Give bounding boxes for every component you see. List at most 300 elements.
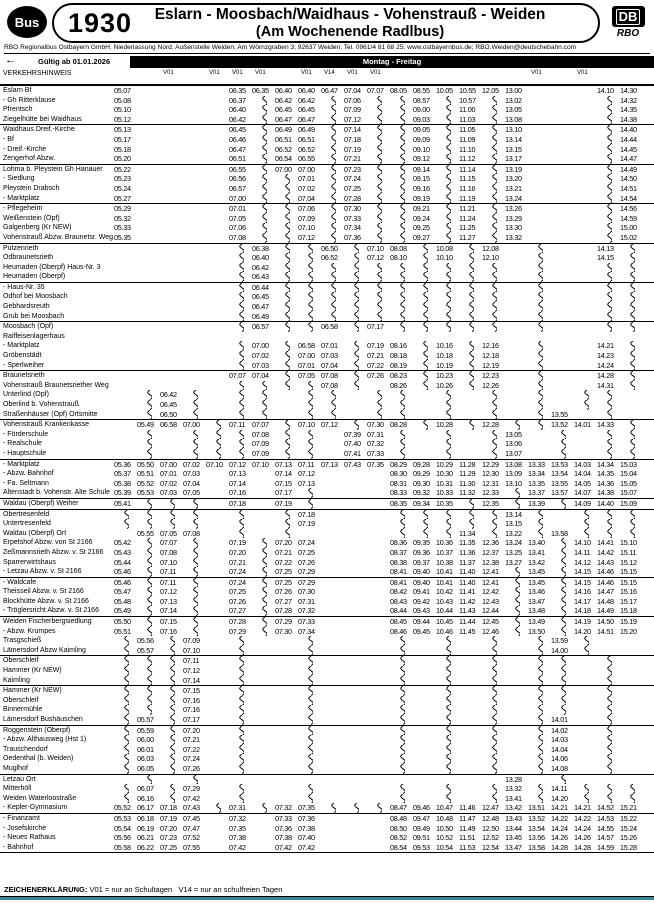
wavy-line-icon — [390, 184, 413, 194]
time-cell: 13.02 — [505, 95, 522, 105]
empty-cell — [551, 244, 574, 254]
time-cell: 07.09 — [252, 448, 269, 458]
section — [0, 283, 654, 322]
wavy-line-icon — [482, 754, 505, 764]
wavy-line-icon — [160, 686, 183, 696]
empty-cell — [620, 390, 643, 400]
stop-name: - Marktplatz — [3, 342, 40, 350]
wavy-line-icon — [114, 676, 137, 686]
empty-cell — [321, 548, 344, 558]
time-cell: 07.20 — [183, 725, 200, 735]
wavy-line-icon — [298, 735, 321, 745]
stop-name: Oberschleif — [3, 657, 39, 665]
time-cell: 14.42 — [597, 547, 614, 557]
wavy-line-icon — [344, 803, 367, 813]
time-cell: 06.45 — [229, 125, 246, 135]
wavy-line-icon — [413, 322, 436, 332]
wavy-line-icon — [183, 410, 206, 420]
stop-name: Theisseil Abzw. v. St 2166 — [3, 588, 84, 596]
wavy-line-icon — [275, 283, 298, 293]
time-cell: 09.41 — [413, 587, 430, 597]
table-row — [0, 488, 654, 498]
time-cell: 07.11 — [298, 459, 315, 469]
section — [0, 371, 654, 420]
verkehrshinweis-mark: V01 — [577, 70, 588, 76]
wavy-line-icon — [528, 292, 551, 302]
empty-cell — [206, 272, 229, 282]
time-cell: 14.07 — [574, 488, 591, 498]
empty-cell — [551, 194, 574, 204]
times-row — [114, 292, 651, 302]
time-cell: 07.20 — [229, 547, 246, 557]
time-cell: 13.08 — [505, 459, 522, 469]
wavy-line-icon — [482, 636, 505, 646]
table-row — [0, 705, 654, 715]
time-cell: 11.41 — [459, 587, 476, 597]
wavy-line-icon — [551, 676, 574, 686]
wavy-line-icon — [551, 430, 574, 440]
wavy-line-icon — [459, 341, 482, 351]
time-cell: 14.12 — [574, 557, 591, 567]
empty-cell — [459, 705, 482, 715]
time-cell: 13.30 — [505, 223, 522, 233]
time-cell: 14.28 — [551, 842, 568, 852]
empty-cell — [252, 666, 275, 676]
time-cell: 15.15 — [620, 577, 637, 587]
empty-cell — [321, 567, 344, 577]
empty-cell — [574, 302, 597, 312]
table-row — [0, 439, 654, 449]
time-cell: 12.50 — [482, 823, 499, 833]
time-cell: 07.42 — [275, 842, 292, 852]
empty-cell — [206, 381, 229, 391]
table-row — [0, 460, 654, 470]
empty-cell — [574, 214, 597, 224]
empty-cell — [252, 519, 275, 529]
table-row — [0, 204, 654, 214]
wavy-line-icon — [505, 587, 528, 597]
time-cell: 13.50 — [528, 626, 545, 636]
wavy-line-icon — [390, 735, 413, 745]
wavy-line-icon — [597, 529, 620, 539]
empty-cell — [413, 656, 436, 666]
time-cell: 15.19 — [620, 617, 637, 627]
empty-cell — [459, 686, 482, 696]
time-cell: 07.12 — [298, 232, 315, 242]
time-cell: 10.57 — [459, 95, 476, 105]
wavy-line-icon — [298, 794, 321, 804]
empty-cell — [183, 351, 206, 361]
empty-cell — [620, 735, 643, 745]
empty-cell — [551, 184, 574, 194]
empty-cell — [114, 400, 137, 410]
wavy-line-icon — [183, 548, 206, 558]
wavy-line-icon — [574, 529, 597, 539]
empty-cell — [321, 814, 344, 824]
time-cell: 12.48 — [482, 813, 499, 823]
empty-cell — [528, 135, 551, 145]
time-cell: 07.29 — [183, 784, 200, 794]
wavy-line-icon — [482, 96, 505, 106]
wavy-line-icon — [229, 430, 252, 440]
empty-cell — [620, 400, 643, 410]
empty-cell — [252, 715, 275, 725]
stop-name: Zengerhof Abzw. — [3, 155, 56, 163]
empty-cell — [206, 814, 229, 824]
time-cell: 06.42 — [298, 95, 315, 105]
wavy-line-icon — [459, 381, 482, 391]
table-row — [0, 686, 654, 696]
wavy-line-icon — [344, 272, 367, 282]
time-cell: 10.28 — [436, 420, 453, 430]
empty-cell — [321, 715, 344, 725]
wavy-line-icon — [459, 244, 482, 254]
wavy-line-icon — [137, 430, 160, 440]
empty-cell — [367, 735, 390, 745]
time-cell: 12.29 — [482, 459, 499, 469]
wavy-line-icon — [252, 558, 275, 568]
empty-cell — [344, 578, 367, 588]
empty-cell — [551, 263, 574, 273]
empty-cell — [206, 597, 229, 607]
time-cell: 14.19 — [574, 617, 591, 627]
empty-cell — [321, 666, 344, 676]
wavy-line-icon — [390, 292, 413, 302]
time-cell: 13.14 — [505, 509, 522, 519]
wavy-line-icon — [160, 764, 183, 774]
wavy-line-icon — [252, 115, 275, 125]
time-cell: 13.28 — [505, 774, 522, 784]
wavy-line-icon — [390, 656, 413, 666]
time-cell: 05.07 — [114, 86, 131, 95]
empty-cell — [505, 646, 528, 656]
empty-cell — [574, 204, 597, 214]
time-cell: 07.34 — [344, 223, 361, 233]
time-cell: 07.38 — [229, 833, 246, 843]
empty-cell — [528, 223, 551, 233]
verkehrshinweis-mark: V01 — [255, 70, 266, 76]
times-row — [114, 745, 651, 755]
time-cell: 07.10 — [367, 243, 384, 253]
empty-cell — [183, 174, 206, 184]
time-cell: 13.25 — [505, 547, 522, 557]
wavy-line-icon — [413, 529, 436, 539]
wavy-line-icon — [298, 381, 321, 391]
wavy-line-icon — [482, 686, 505, 696]
wavy-line-icon — [597, 705, 620, 715]
empty-cell — [620, 726, 643, 736]
empty-cell — [574, 676, 597, 686]
empty-cell — [252, 479, 275, 489]
wavy-line-icon — [597, 312, 620, 322]
wavy-line-icon — [183, 627, 206, 637]
wavy-line-icon — [413, 312, 436, 322]
wavy-line-icon — [597, 676, 620, 686]
empty-cell — [367, 656, 390, 666]
wavy-line-icon — [390, 105, 413, 115]
wavy-line-icon — [528, 400, 551, 410]
time-cell: 07.30 — [344, 204, 361, 214]
wavy-line-icon — [459, 263, 482, 273]
time-cell: 15.28 — [620, 842, 637, 852]
time-cell: 07.18 — [160, 803, 177, 813]
time-cell: 14.06 — [551, 754, 568, 764]
wavy-line-icon — [252, 135, 275, 145]
empty-cell — [252, 735, 275, 745]
time-cell: 08.35 — [390, 498, 407, 508]
time-cell: 09.35 — [413, 538, 430, 548]
empty-cell — [206, 548, 229, 558]
wavy-line-icon — [344, 244, 367, 254]
time-cell: 14.43 — [597, 557, 614, 567]
wavy-line-icon — [298, 666, 321, 676]
stop-name: - Haus-Nr. 35 — [3, 283, 45, 291]
empty-cell — [206, 351, 229, 361]
wavy-line-icon — [551, 696, 574, 706]
time-cell: 15.10 — [620, 538, 637, 548]
wavy-line-icon — [482, 184, 505, 194]
empty-cell — [183, 204, 206, 214]
time-cell: 12.28 — [482, 420, 499, 430]
time-cell: 14.24 — [551, 823, 568, 833]
time-cell: 11.40 — [459, 577, 476, 587]
time-cell: 08.41 — [390, 567, 407, 577]
wavy-line-icon — [597, 666, 620, 676]
time-cell: 14.31 — [597, 380, 614, 390]
empty-cell — [367, 784, 390, 794]
time-cell: 07.02 — [160, 478, 177, 488]
section — [0, 578, 654, 617]
wavy-line-icon — [436, 194, 459, 204]
wavy-line-icon — [505, 567, 528, 577]
empty-cell — [137, 165, 160, 175]
wavy-line-icon — [367, 154, 390, 164]
wavy-line-icon — [390, 96, 413, 106]
wavy-line-icon — [551, 606, 574, 616]
time-cell: 06.44 — [252, 282, 269, 292]
time-cell: 13.45 — [528, 567, 545, 577]
wavy-line-icon — [229, 381, 252, 391]
wavy-line-icon — [551, 705, 574, 715]
empty-cell — [344, 814, 367, 824]
empty-cell — [344, 529, 367, 539]
times-row — [114, 824, 651, 834]
time-cell: 07.26 — [367, 371, 384, 381]
wavy-line-icon — [137, 578, 160, 588]
empty-cell — [528, 125, 551, 135]
wavy-line-icon — [390, 233, 413, 243]
time-cell: 07.15 — [160, 617, 177, 627]
wavy-line-icon — [183, 775, 206, 785]
wavy-line-icon — [252, 617, 275, 627]
stop-name: - Finanzamt — [3, 814, 40, 822]
time-cell: 11.09 — [459, 134, 476, 144]
empty-cell — [620, 410, 643, 420]
wavy-line-icon — [321, 105, 344, 115]
time-cell: 07.01 — [298, 174, 315, 184]
wavy-line-icon — [597, 784, 620, 794]
time-cell: 06.18 — [137, 813, 154, 823]
empty-cell — [321, 775, 344, 785]
empty-cell — [367, 754, 390, 764]
times-row — [114, 460, 651, 470]
empty-cell — [551, 312, 574, 322]
empty-cell — [344, 833, 367, 843]
wavy-line-icon — [620, 449, 643, 459]
empty-cell — [183, 214, 206, 224]
empty-cell — [459, 636, 482, 646]
empty-cell — [137, 283, 160, 293]
time-cell: 14.38 — [620, 114, 637, 124]
empty-cell — [505, 272, 528, 282]
time-cell: 14.01 — [551, 715, 568, 724]
empty-cell — [574, 263, 597, 273]
wavy-line-icon — [321, 302, 344, 312]
wavy-line-icon — [229, 400, 252, 410]
wavy-line-icon — [183, 558, 206, 568]
empty-cell — [252, 705, 275, 715]
empty-cell — [505, 666, 528, 676]
time-cell: 06.40 — [229, 105, 246, 115]
empty-cell — [160, 430, 183, 440]
times-row — [114, 548, 651, 558]
time-cell: 14.46 — [597, 577, 614, 587]
wavy-line-icon — [597, 745, 620, 755]
wavy-line-icon — [436, 263, 459, 273]
empty-cell — [206, 519, 229, 529]
wavy-line-icon — [206, 449, 229, 459]
wavy-line-icon — [620, 519, 643, 529]
empty-cell — [183, 145, 206, 155]
time-cell: 07.42 — [298, 842, 315, 852]
time-cell: 11.29 — [459, 469, 476, 479]
wavy-line-icon — [298, 263, 321, 273]
time-cell: 07.29 — [229, 626, 246, 636]
time-cell: 07.15 — [183, 686, 200, 696]
time-cell: 13.10 — [505, 125, 522, 135]
times-row — [114, 488, 651, 498]
time-cell: 13.27 — [505, 557, 522, 567]
table-row — [0, 538, 654, 548]
time-cell: 13.21 — [505, 183, 522, 193]
wavy-line-icon — [390, 145, 413, 155]
empty-cell — [114, 312, 137, 322]
time-cell: 07.32 — [367, 439, 384, 449]
empty-cell — [114, 371, 137, 381]
empty-cell — [206, 726, 229, 736]
time-cell: 13.56 — [528, 833, 545, 843]
stop-name: Weißenstein (Opf) — [3, 214, 60, 222]
verkehrshinweis-mark: V01 — [163, 70, 174, 76]
empty-cell — [321, 538, 344, 548]
time-cell: 14.55 — [597, 823, 614, 833]
time-cell: 07.11 — [183, 656, 200, 666]
stop-name: Trauschendorf — [3, 745, 48, 753]
wavy-line-icon — [620, 361, 643, 371]
time-cell: 07.29 — [275, 617, 292, 627]
empty-cell — [367, 824, 390, 834]
wavy-line-icon — [482, 174, 505, 184]
times-row — [114, 135, 651, 145]
wavy-line-icon — [436, 676, 459, 686]
verkehrshinweis-mark — [278, 70, 301, 82]
empty-cell — [183, 223, 206, 233]
wavy-line-icon — [436, 705, 459, 715]
time-cell: 05.33 — [114, 223, 131, 233]
table-row — [0, 233, 654, 243]
time-cell: 14.21 — [597, 341, 614, 351]
wavy-line-icon — [229, 705, 252, 715]
wavy-line-icon — [298, 253, 321, 263]
wavy-line-icon — [551, 666, 574, 676]
empty-cell — [367, 529, 390, 539]
time-cell: 14.03 — [574, 459, 591, 469]
empty-cell — [574, 745, 597, 755]
empty-cell — [528, 165, 551, 175]
wavy-line-icon — [160, 754, 183, 764]
wavy-line-icon — [597, 184, 620, 194]
time-cell: 09.16 — [413, 183, 430, 193]
section — [0, 775, 654, 814]
wavy-line-icon — [551, 558, 574, 568]
empty-cell — [367, 558, 390, 568]
empty-cell — [321, 794, 344, 804]
wavy-line-icon — [528, 283, 551, 293]
empty-cell — [206, 165, 229, 175]
wavy-line-icon — [597, 322, 620, 332]
time-cell: 05.20 — [114, 154, 131, 164]
bus-badge-icon: Bus — [7, 6, 47, 38]
empty-cell — [551, 233, 574, 243]
time-cell: 06.52 — [275, 144, 292, 154]
wavy-line-icon — [528, 510, 551, 520]
stop-name: - Gh Ritterklause — [3, 96, 56, 104]
empty-cell — [344, 764, 367, 774]
wavy-line-icon — [482, 223, 505, 233]
time-cell: 07.29 — [298, 577, 315, 587]
time-cell: 07.24 — [344, 174, 361, 184]
time-cell: 12.16 — [482, 341, 499, 351]
wavy-line-icon — [321, 174, 344, 184]
wavy-line-icon — [620, 794, 643, 804]
empty-cell — [321, 843, 344, 853]
empty-cell — [459, 656, 482, 666]
wavy-line-icon — [459, 499, 482, 509]
legend-item-v01: V01 = nur an Schultagen — [89, 885, 173, 894]
times-row — [114, 154, 651, 164]
timetable — [0, 84, 654, 853]
time-cell: 11.43 — [459, 606, 476, 616]
time-cell: 07.14 — [183, 675, 200, 685]
wavy-line-icon — [551, 686, 574, 696]
stop-name: Blockhütte Abzw. v. St 2166 — [3, 597, 89, 605]
wavy-line-icon — [252, 194, 275, 204]
wavy-line-icon — [390, 666, 413, 676]
day-band: Montag - Freitag — [130, 56, 654, 68]
empty-cell — [252, 488, 275, 498]
empty-cell — [206, 253, 229, 263]
empty-cell — [321, 686, 344, 696]
empty-cell — [206, 184, 229, 194]
time-cell: 13.08 — [505, 114, 522, 124]
empty-cell — [551, 341, 574, 351]
wavy-line-icon — [620, 292, 643, 302]
empty-cell — [505, 351, 528, 361]
empty-cell — [574, 312, 597, 322]
wavy-line-icon — [160, 784, 183, 794]
wavy-line-icon — [229, 784, 252, 794]
times-row — [114, 174, 651, 184]
